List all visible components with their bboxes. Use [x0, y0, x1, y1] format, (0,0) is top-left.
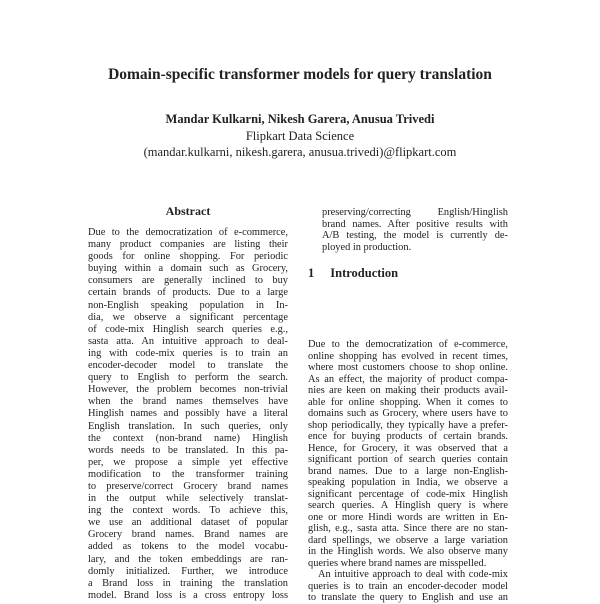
text-line: to translate the query to English and use an [308, 592, 508, 603]
text-line: query to English to perform the search. [88, 372, 288, 384]
text-line: in the Hinglish words. We also observe many [308, 546, 508, 557]
text-line: Hence, for Grocery, it was observed that a [308, 442, 508, 454]
text-line: model. Brand loss is a cross entropy loss [88, 589, 288, 601]
text-line: non-English speaking population in In- [88, 299, 288, 311]
text-line: buying within a domain such as Grocery, [88, 263, 288, 275]
text-line: speaking population in India, we observe a [308, 477, 508, 488]
text-line: dia, we observe a significant percentage [88, 311, 288, 323]
text-line: significant percentage of code-mix Hinglish [308, 488, 508, 500]
text-line: search queries. A Hinglish query is where [308, 500, 508, 511]
text-line: brand names. After positive results with [322, 218, 508, 230]
text-line: where most customers choose to shop online. [308, 362, 508, 373]
text-line: queries is to train an encoder-decoder model [308, 580, 508, 592]
text-line: to preserve/correct Grocery brand names [88, 480, 288, 492]
text-line: when the brand names themselves have [88, 396, 288, 408]
text-line: significant portion of search queries contain [308, 454, 508, 465]
text-line: ence for buying products of certain brands. [308, 431, 508, 442]
text-line: encoder-decoder model to translate the [88, 360, 288, 372]
paper-title: Domain-specific transformer models for query translation [108, 66, 492, 83]
text-line: a Brand loss in training the translation [88, 577, 288, 589]
text-line: Hinglish names and possibly have a literal [88, 408, 288, 420]
text-line: brand names. Due to a large non-English- [308, 465, 508, 477]
author-emails: (mandar.kulkarni, nikesh.garera, anusua.trivedi)@flipkart.com [143, 145, 457, 159]
text-line: sasta atta. An intuitive approach to deal- [88, 335, 288, 347]
text-line: goods for online shopping. For periodic [88, 251, 288, 263]
text-line: preserving/correcting English/Hinglish [322, 207, 508, 218]
text-line: dard spellings, we observe a large variation [308, 534, 508, 546]
text-line: Due to the democratization of e-commerce, [308, 339, 508, 350]
abstract-continued [322, 207, 508, 253]
text-line: we use an additional dataset of popular [88, 517, 288, 529]
text-line: glish, e.g., sasta atta. Since there are no stan- [308, 523, 508, 534]
section-number: 1 [308, 266, 315, 280]
text-line: An intuitive approach to deal with code-mix [318, 569, 508, 580]
text-line: queries where brand names are misspelled. [308, 557, 487, 569]
text-line: ing with code-mix queries is to train an [88, 347, 288, 359]
text-line: online shopping has evolved in recent times, [308, 350, 508, 362]
section-title: Introduction [330, 266, 399, 280]
text-line: certain brands of products. Due to a large [88, 287, 288, 299]
text-line: many product companies are listing their [88, 239, 288, 251]
text-line: ployed in production. [322, 241, 412, 253]
text-line: A/B testing, the model is currently de- [322, 230, 508, 241]
text-line: domains such as Grocery, where users have to [308, 408, 508, 419]
text-line: modification to the transformer training [88, 468, 288, 480]
text-line: added as tokens to the model vocabu- [88, 541, 288, 553]
text-line: Due to the democratization of e-commerce, [88, 227, 288, 238]
introduction-body [308, 339, 508, 604]
text-line: shop periodically, they typically have a prefer- [308, 419, 508, 431]
text-line: domly initialized. Further, we introduce [88, 565, 288, 577]
authors: Mandar Kulkarni, Nikesh Garera, Anusua Trivedi [165, 112, 435, 126]
text-line: consumers are generally inclined to buy [88, 275, 288, 287]
affiliation: Flipkart Data Science [245, 129, 355, 143]
text-line: English translation. In such queries, only [88, 420, 288, 432]
text-line: Grocery brand names. Brand names are [88, 529, 288, 541]
text-line: As an effect, the majority of product compa- [308, 373, 508, 385]
text-line: nies are keen on making their products avail- [308, 385, 508, 396]
text-line: in the output while selectively translat- [88, 493, 288, 505]
abstract-heading: Abstract [165, 204, 211, 218]
text-line: the context (non-brand name) Hinglish [88, 432, 288, 444]
text-line: one or more Hindi words are written in En- [308, 511, 508, 523]
text-line: per, we propose a simple yet effective [88, 456, 288, 468]
text-line: of code-mix Hinglish search queries e.g., [88, 323, 288, 335]
abstract-body [88, 227, 288, 602]
text-line: ing the context words. To achieve this, [88, 505, 288, 517]
section-heading-introduction [308, 266, 414, 281]
text-line: able for online shopping. When it comes to [308, 396, 508, 408]
text-line: However, the problem becomes non-trivial [88, 384, 288, 396]
text-line: words needs to be translated. In this pa- [88, 444, 288, 456]
text-line: lary, and the token embeddings are ran- [88, 553, 288, 565]
